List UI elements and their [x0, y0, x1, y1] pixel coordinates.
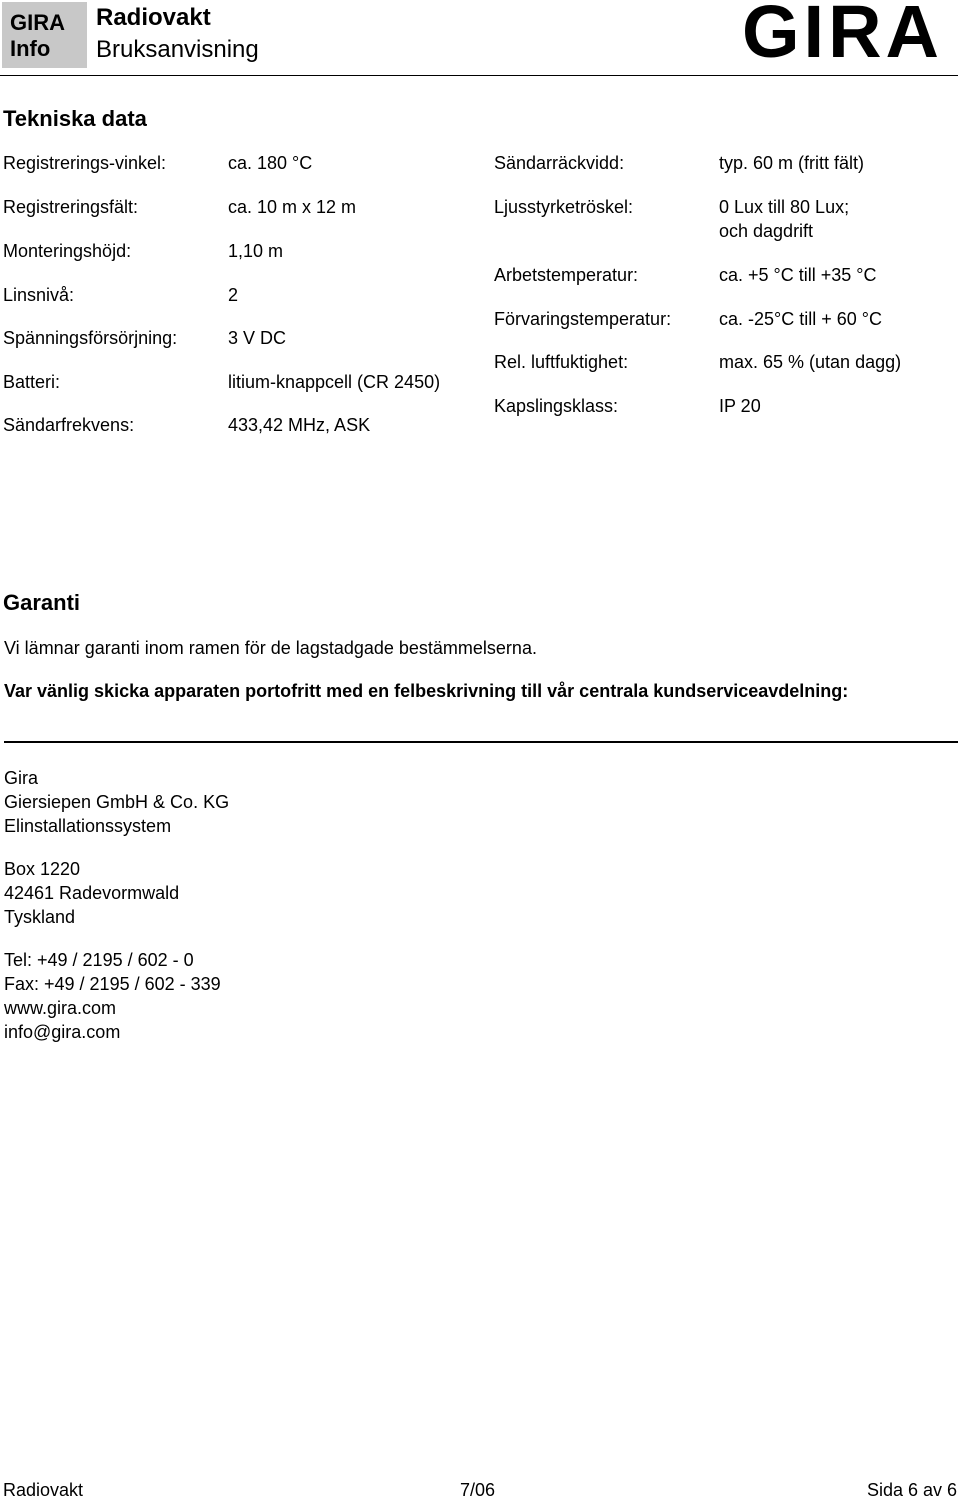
spec-value: 1,10 m [228, 241, 284, 261]
spec-label: Registreringsfält: [3, 197, 139, 217]
spec-value: ca. 10 m x 12 m [228, 197, 357, 217]
document-subtitle: Bruksanvisning [96, 36, 259, 63]
spec-label: Batteri: [3, 372, 61, 392]
email-link[interactable]: info@gira.com [4, 1022, 121, 1042]
info-badge [2, 2, 87, 68]
spec-label: Sändarräckvidd: [494, 153, 625, 173]
spec-value: 2 [228, 285, 239, 305]
warranty-heading: Garanti [3, 590, 81, 615]
website-link[interactable]: www.gira.com [4, 998, 117, 1018]
badge-line-1: GIRA [10, 10, 65, 35]
gira-logo: GIRA [742, 0, 943, 73]
spec-label: Linsnivå: [3, 285, 75, 305]
footer-product: Radiovakt [3, 1480, 84, 1500]
address-line: 42461 Radevormwald [4, 883, 180, 903]
warranty-instructions: Var vänlig skicka apparaten portofritt med en felbeskrivning till vår centrala kundserviceavdelning: [4, 681, 849, 701]
spec-label: Rel. luftfuktighet: [494, 352, 629, 372]
footer-page-number: Sida 6 av 6 [866, 1480, 957, 1500]
spec-value: ca. -25°C till + 60 °C [719, 309, 882, 329]
spec-value: IP 20 [719, 396, 761, 416]
spec-value: typ. 60 m (fritt fält) [719, 153, 865, 173]
spec-label: Ljusstyrketröskel: [494, 197, 634, 217]
phone-number: Tel: +49 / 2195 / 602 - 0 [4, 950, 194, 970]
spec-value: 0 Lux till 80 Lux; [719, 197, 850, 217]
section-divider [4, 741, 958, 743]
address-line: Gira [4, 768, 39, 788]
address-line: Box 1220 [4, 859, 81, 879]
spec-label: Monteringshöjd: [3, 241, 132, 261]
spec-label: Sändarfrekvens: [3, 415, 135, 435]
tech-heading: Tekniska data [3, 106, 147, 131]
spec-value: 3 V DC [228, 328, 287, 348]
spec-value: max. 65 % (utan dagg) [719, 352, 902, 372]
footer-date: 7/06 [460, 1480, 496, 1500]
address-line: Elinstallationssystem [4, 816, 172, 836]
badge-line-2: Info [10, 36, 51, 61]
address-line: Tyskland [4, 907, 76, 927]
spec-value-continued: och dagdrift [719, 221, 814, 241]
spec-label: Spänningsförsörjning: [3, 328, 178, 348]
warranty-text: Vi lämnar garanti inom ramen för de lagstadgade bestämmelserna. [4, 638, 537, 658]
spec-label: Registrerings-vinkel: [3, 153, 167, 173]
spec-value: litium-knappcell (CR 2450) [228, 372, 441, 392]
fax-number: Fax: +49 / 2195 / 602 - 339 [4, 974, 221, 994]
spec-label: Förvaringstemperatur: [494, 309, 672, 329]
spec-value: ca. +5 °C till +35 °C [719, 265, 877, 285]
address-line: Giersiepen GmbH & Co. KG [4, 792, 230, 812]
header-divider [0, 75, 958, 76]
spec-value: 433,42 MHz, ASK [228, 415, 371, 435]
spec-label: Arbetstemperatur: [494, 265, 639, 285]
spec-value: ca. 180 °C [228, 153, 313, 173]
document-title: Radiovakt [96, 4, 211, 31]
spec-label: Kapslingsklass: [494, 396, 619, 416]
